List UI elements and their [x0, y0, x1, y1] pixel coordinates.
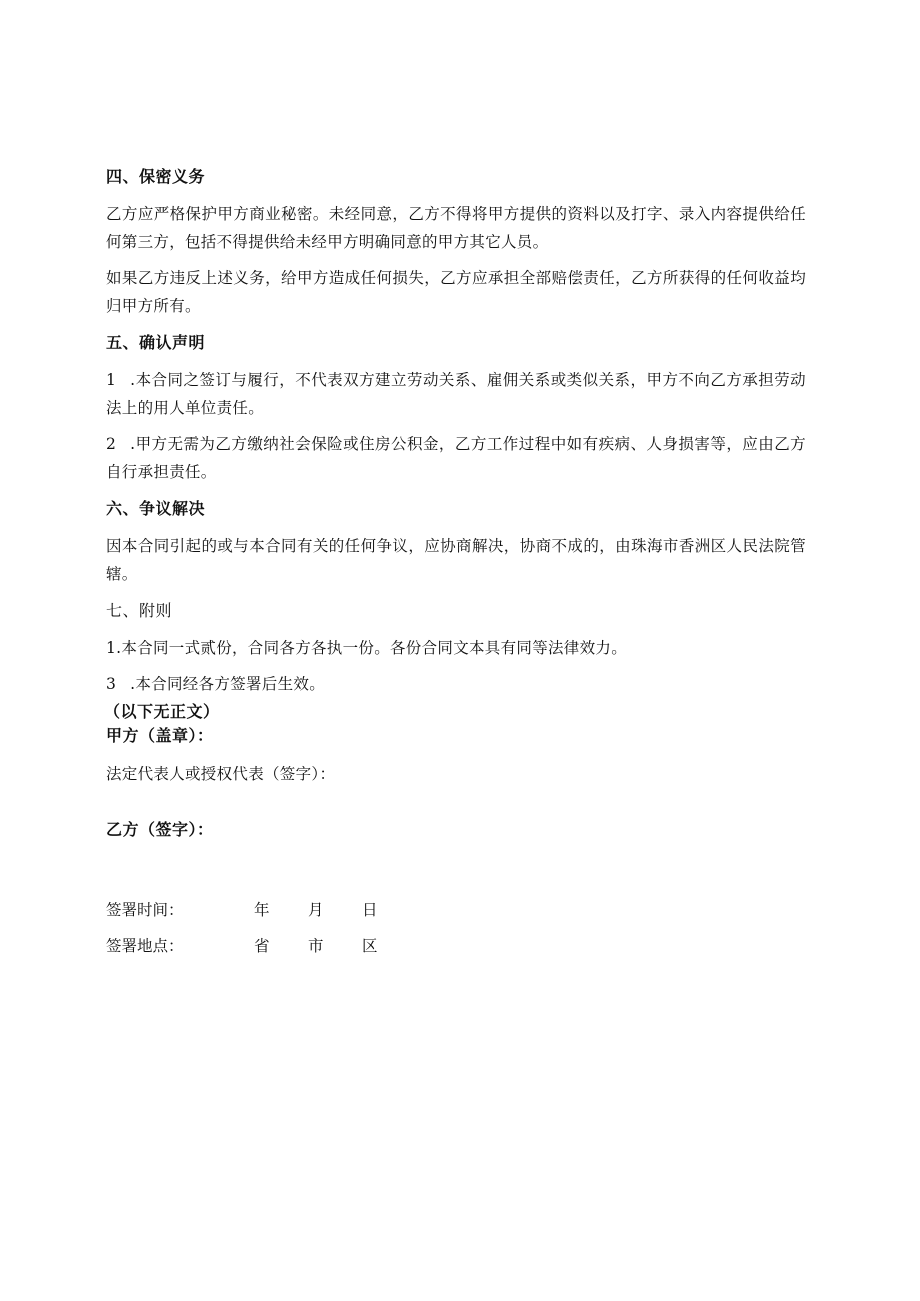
signing-place-row [106, 932, 378, 960]
item-text: .本合同经各方签署后生效。 [130, 675, 325, 693]
confidentiality-paragraph-2: 如果乙方违反上述义务，给甲方造成任何损失，乙方应承担全部赔偿责任，乙方所获得的任何收益均归甲方所有。 [106, 269, 806, 315]
year-label: 年 [254, 901, 270, 919]
section-title-supplementary: 七、附则 [106, 601, 173, 620]
district-label: 区 [362, 937, 378, 955]
signing-place-label: 签署地点： [106, 937, 184, 955]
representative-signature-label: 法定代表人或授权代表（签字）： [106, 765, 336, 783]
item-text: .本合同之签订与履行，不代表双方建立劳动关系、雇佣关系或类似关系，甲方不向乙方承担劳动法上的用人单位责任。 [106, 371, 806, 417]
confidentiality-paragraph-1: 乙方应严格保护甲方商业秘密。未经同意，乙方不得将甲方提供的资料以及打字、录入内容提供给任何第三方，包括不得提供给未经甲方明确同意的甲方其它人员。 [106, 205, 806, 251]
item-number: 2 [106, 435, 117, 453]
confirmation-item-2 [106, 430, 806, 486]
province-label: 省 [254, 937, 270, 955]
month-label: 月 [308, 901, 324, 919]
supplementary-item-3 [106, 670, 806, 698]
signing-time-label: 签署时间： [106, 901, 184, 919]
dispute-paragraph: 因本合同引起的或与本合同有关的任何争议，应协商解决，协商不成的，由珠海市香洲区人民法院管辖。 [106, 537, 806, 583]
section-title-confirmation: 五、确认声明 [106, 333, 206, 352]
party-b-signature-label: 乙方（签字）： [106, 820, 214, 839]
section-title-confidentiality: 四、保密义务 [106, 167, 206, 186]
item-number: 1 [106, 371, 117, 389]
supplementary-item-1: 1.本合同一式贰份，合同各方各执一份。各份合同文本具有同等法律效力。 [106, 639, 627, 657]
section-title-dispute: 六、争议解决 [106, 499, 206, 518]
city-label: 市 [308, 937, 324, 955]
item-number: 3 [106, 675, 117, 693]
contract-body [106, 165, 806, 842]
party-a-seal-label: 甲方（盖章）： [106, 726, 214, 745]
item-text: .甲方无需为乙方缴纳社会保险或住房公积金，乙方工作过程中如有疾病、人身损害等，应由乙方自行承担责任。 [106, 435, 806, 481]
confirmation-item-1 [106, 366, 806, 422]
no-more-text-note: （以下无正文） [104, 702, 220, 721]
day-label: 日 [362, 901, 378, 919]
signing-time-row [106, 896, 378, 924]
